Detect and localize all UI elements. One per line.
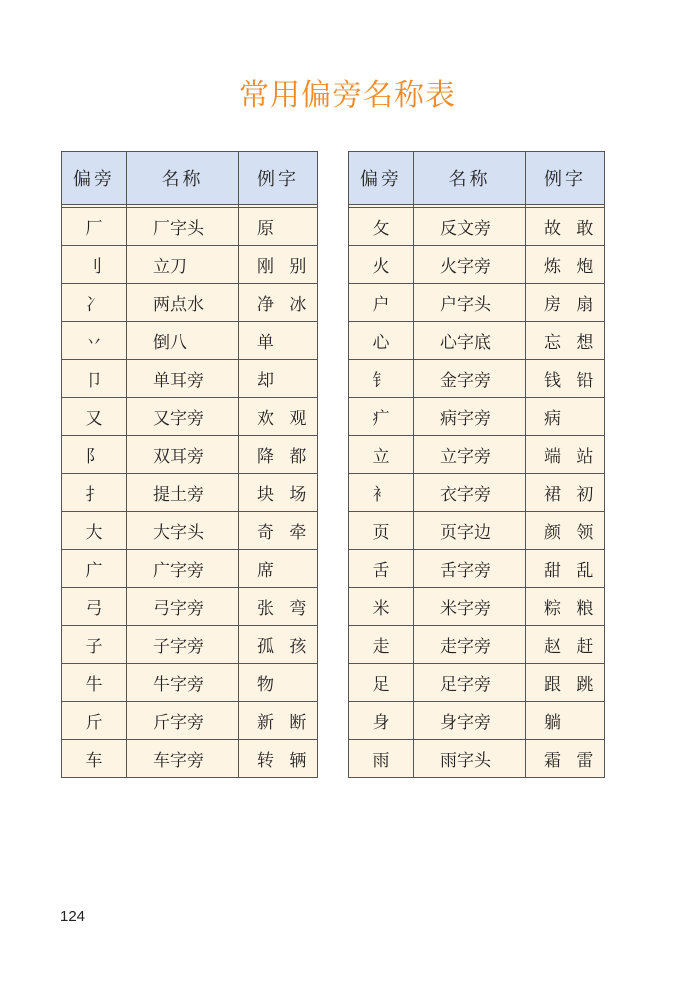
name-cell: 页字边 [414,512,526,550]
radical-cell: 子 [62,626,127,664]
name-cell: 弓字旁 [127,588,239,626]
header-radical: 偏旁 [62,152,127,205]
radical-cell: 攵 [349,208,414,246]
table-row [62,664,318,702]
examples-cell: 转 辆 [239,740,318,778]
table-row [349,436,605,474]
page-title: 常用偏旁名称表 [239,78,456,113]
table-row [62,740,318,778]
table-row [349,588,605,626]
table-row [349,740,605,778]
table-row [349,474,605,512]
table-row [62,284,318,322]
examples-cell: 赵 赶 [526,626,605,664]
table-row [349,626,605,664]
header-radical: 偏旁 [349,152,414,205]
name-cell: 火字旁 [414,246,526,284]
name-cell: 子字旁 [127,626,239,664]
examples-cell: 席 [239,550,318,588]
name-cell: 足字旁 [414,664,526,702]
examples-cell: 炼 炮 [526,246,605,284]
name-cell: 舌字旁 [414,550,526,588]
name-cell: 单耳旁 [127,360,239,398]
name-cell: 走字旁 [414,626,526,664]
examples-cell: 房 扇 [526,284,605,322]
table-body [62,205,318,778]
examples-cell: 病 [526,398,605,436]
name-cell: 衣字旁 [414,474,526,512]
examples-cell: 霜 雷 [526,740,605,778]
page-number: 124 [60,908,86,925]
table-row [62,398,318,436]
radical-cell: 广 [62,550,127,588]
radical-cell: 足 [349,664,414,702]
name-cell: 户字头 [414,284,526,322]
examples-cell: 刚 别 [239,246,318,284]
examples-cell: 单 [239,322,318,360]
radical-cell: 身 [349,702,414,740]
table-row [349,322,605,360]
name-cell: 斤字旁 [127,702,239,740]
table-row [349,398,605,436]
table-row [62,626,318,664]
radical-cell: 牛 [62,664,127,702]
examples-cell: 裙 初 [526,474,605,512]
name-cell: 身字旁 [414,702,526,740]
examples-cell: 奇 牵 [239,512,318,550]
examples-cell: 跟 跳 [526,664,605,702]
name-cell: 两点水 [127,284,239,322]
name-cell: 牛字旁 [127,664,239,702]
examples-cell: 新 断 [239,702,318,740]
examples-cell: 粽 粮 [526,588,605,626]
radical-cell: 阝 [62,436,127,474]
table-body [349,205,605,778]
radical-cell: 户 [349,284,414,322]
name-cell: 车字旁 [127,740,239,778]
table-row [349,664,605,702]
table-row [349,360,605,398]
radical-cell: 页 [349,512,414,550]
radical-cell: 雨 [349,740,414,778]
name-cell: 雨字头 [414,740,526,778]
radical-cell: 心 [349,322,414,360]
examples-cell: 甜 乱 [526,550,605,588]
radical-cell: 弓 [62,588,127,626]
examples-cell: 块 场 [239,474,318,512]
table-row [62,512,318,550]
examples-cell: 故 敢 [526,208,605,246]
table-row [62,360,318,398]
name-cell: 双耳旁 [127,436,239,474]
radical-cell: 疒 [349,398,414,436]
examples-cell: 原 [239,208,318,246]
examples-cell: 躺 [526,702,605,740]
radical-cell: 大 [62,512,127,550]
table-row [349,550,605,588]
radical-cell: 舌 [349,550,414,588]
name-cell: 厂字头 [127,208,239,246]
table-header-row [349,152,605,205]
table-row [349,246,605,284]
table-row [349,702,605,740]
radical-cell: 衤 [349,474,414,512]
examples-cell: 物 [239,664,318,702]
radical-cell: 立 [349,436,414,474]
radical-cell: 卩 [62,360,127,398]
name-cell: 心字底 [414,322,526,360]
name-cell: 广字旁 [127,550,239,588]
radical-cell: 斤 [62,702,127,740]
radical-cell: 米 [349,588,414,626]
examples-cell: 孤 孩 [239,626,318,664]
header-name: 名称 [127,152,239,205]
name-cell: 立刀 [127,246,239,284]
radical-cell: 火 [349,246,414,284]
name-cell: 立字旁 [414,436,526,474]
table-row [62,322,318,360]
header-examples: 例字 [526,152,605,205]
table-row [349,512,605,550]
table-row [62,436,318,474]
header-examples: 例字 [239,152,318,205]
radical-cell: 走 [349,626,414,664]
table-row [62,246,318,284]
examples-cell: 却 [239,360,318,398]
radical-cell: 丷 [62,322,127,360]
table-row [62,702,318,740]
radical-cell: 扌 [62,474,127,512]
table-row [62,208,318,246]
table-row [62,474,318,512]
table-header-row [62,152,318,205]
table-row [62,550,318,588]
radical-cell: 钅 [349,360,414,398]
name-cell: 又字旁 [127,398,239,436]
radical-cell: 刂 [62,246,127,284]
name-cell: 倒八 [127,322,239,360]
radical-cell: 车 [62,740,127,778]
name-cell: 米字旁 [414,588,526,626]
radical-table-right [348,151,605,778]
table-row [349,284,605,322]
name-cell: 反文旁 [414,208,526,246]
examples-cell: 端 站 [526,436,605,474]
radical-cell: 又 [62,398,127,436]
name-cell: 金字旁 [414,360,526,398]
radical-cell: 冫 [62,284,127,322]
header-name: 名称 [414,152,526,205]
examples-cell: 欢 观 [239,398,318,436]
examples-cell: 忘 想 [526,322,605,360]
table-row [62,588,318,626]
examples-cell: 净 冰 [239,284,318,322]
examples-cell: 张 弯 [239,588,318,626]
radical-table-left [61,151,318,778]
radical-cell: 厂 [62,208,127,246]
examples-cell: 颜 领 [526,512,605,550]
examples-cell: 降 都 [239,436,318,474]
name-cell: 病字旁 [414,398,526,436]
name-cell: 大字头 [127,512,239,550]
table-row [349,208,605,246]
examples-cell: 钱 铅 [526,360,605,398]
name-cell: 提土旁 [127,474,239,512]
